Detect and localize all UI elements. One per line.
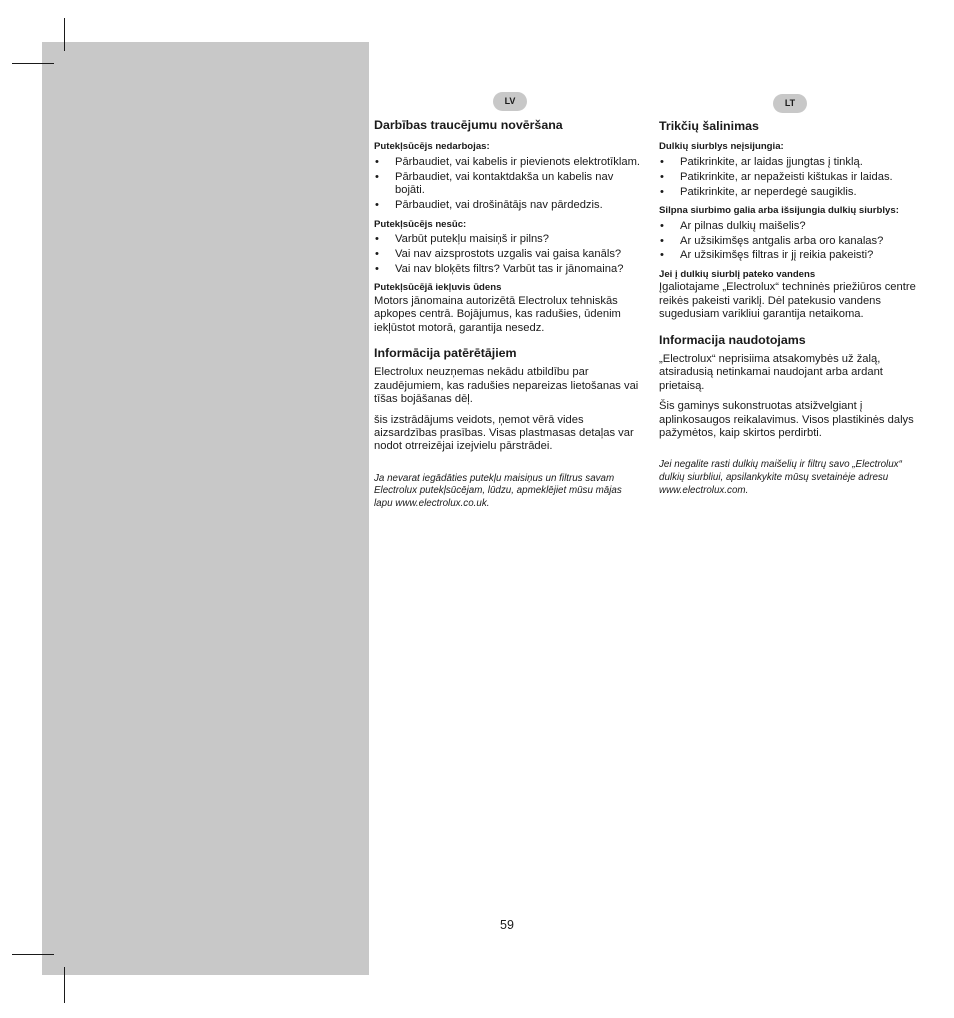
list-item: • Patikrinkite, ar laidas įjungtas į tinklą. — [659, 156, 927, 169]
body-text: Šis gaminys sukonstruotas atsižvelgiant į aplinkosaugos reikalavimus. Visos plastikinės dalys pažymėtos, kaip skirtos perdirbti. — [659, 400, 914, 439]
bullet-list — [374, 233, 642, 276]
subsection-heading: Silpna siurbimo galia arba išsijungia dulkių siurblys: — [659, 205, 899, 217]
list-item: • Vai nav bloķēts filtrs? Varbūt tas ir jānomaina? — [374, 263, 642, 276]
body-text: Electrolux neuzņemas nekādu atbildību par zaudējumiem, kas radušies nepareizas lietošanas vai tīšas bojāšanas dēļ. — [374, 366, 639, 406]
gray-side-panel — [42, 42, 369, 975]
subsection-heading: Dulkių siurblys neįsijungia: — [659, 141, 784, 153]
subsection-heading: Putekļsūcējs nedarbojas: — [374, 141, 490, 153]
section-title: Informācija patērētājiem — [374, 345, 517, 360]
body-text: šis izstrādājums veidots, ņemot vērā vides aizsardzības prasības. Visas plastmasas detaļas var nodot otrreizējai izejvielu pārstrādei. — [374, 413, 634, 453]
list-item: • Ar pilnas dulkių maišelis? — [659, 220, 927, 233]
bullet-list — [374, 156, 642, 213]
subsection-heading: Jei į dulkių siurblį pateko vandens — [659, 268, 816, 280]
subsection-heading: Putekļsūcējs nesūc: — [374, 218, 467, 230]
language-badge-lv: LV — [493, 92, 527, 111]
note-text: Ja nevarat iegādāties putekļu maisiņus un filtrus savam Electrolux putekļsūcējam, lūdzu, apmeklējiet mūsu mājas lapu www.electrolux.co.uk. — [374, 472, 622, 509]
list-item: • Pārbaudiet, vai drošinātājs nav pārdedzis. — [374, 199, 642, 212]
list-item: • Vai nav aizsprostots uzgalis vai gaisa kanāls? — [374, 248, 642, 261]
lt-column — [659, 92, 927, 497]
section-title: Darbības traucējumu novēršana — [374, 118, 563, 132]
body-text: Įgaliotajame „Electrolux“ techninės priežiūros centre reikės pakeisti variklį. Dėl patekusio vandens sugedusiam varikliui garantija netaikoma. — [659, 281, 916, 321]
page-number: 59 — [500, 918, 514, 932]
lv-column — [374, 92, 642, 511]
list-item: • Varbūt putekļu maisiņš ir pilns? — [374, 233, 642, 246]
note-text: Jei negalite rasti dulkių maišelių ir filtrų savo „Electrolux“ dulkių siurbliui, apsilankykite mūsų svetainėje adresu www.electrolux.com. — [659, 459, 902, 496]
crop-mark — [12, 63, 54, 64]
list-item: • Patikrinkite, ar nepažeisti kištukas ir laidas. — [659, 171, 927, 184]
list-item: • Pārbaudiet, vai kontaktdakša un kabelis nav bojāti. — [374, 171, 642, 198]
list-item: • Pārbaudiet, vai kabelis ir pievienots elektrotīklam. — [374, 156, 642, 169]
body-text: „Electrolux“ neprisiima atsakomybės už žalą, atsiradusią netinkamai naudojant arba ardant prietaisą. — [659, 352, 883, 392]
bullet-list — [659, 220, 927, 263]
list-item: • Patikrinkite, ar neperdegė saugiklis. — [659, 186, 927, 199]
crop-mark — [12, 954, 54, 955]
list-item: • Ar užsikimšęs filtras ir jį reikia pakeisti? — [659, 249, 927, 262]
list-item: • Ar užsikimšęs antgalis arba oro kanalas? — [659, 235, 927, 248]
section-title: Trikčių šalinimas — [659, 119, 759, 133]
language-badge-lt: LT — [773, 94, 807, 113]
bullet-list — [659, 156, 927, 199]
crop-mark — [64, 967, 65, 1003]
crop-mark — [64, 18, 65, 51]
subsection-heading: Putekļsūcējā iekļuvis ūdens — [374, 282, 502, 294]
body-text: Motors jānomaina autorizētā Electrolux tehniskās apkopes centrā. Bojājumus, kas radušies, ūdenim iekļūstot motorā, garantija nesedz. — [374, 294, 621, 334]
section-title: Informacija naudotojams — [659, 332, 806, 347]
